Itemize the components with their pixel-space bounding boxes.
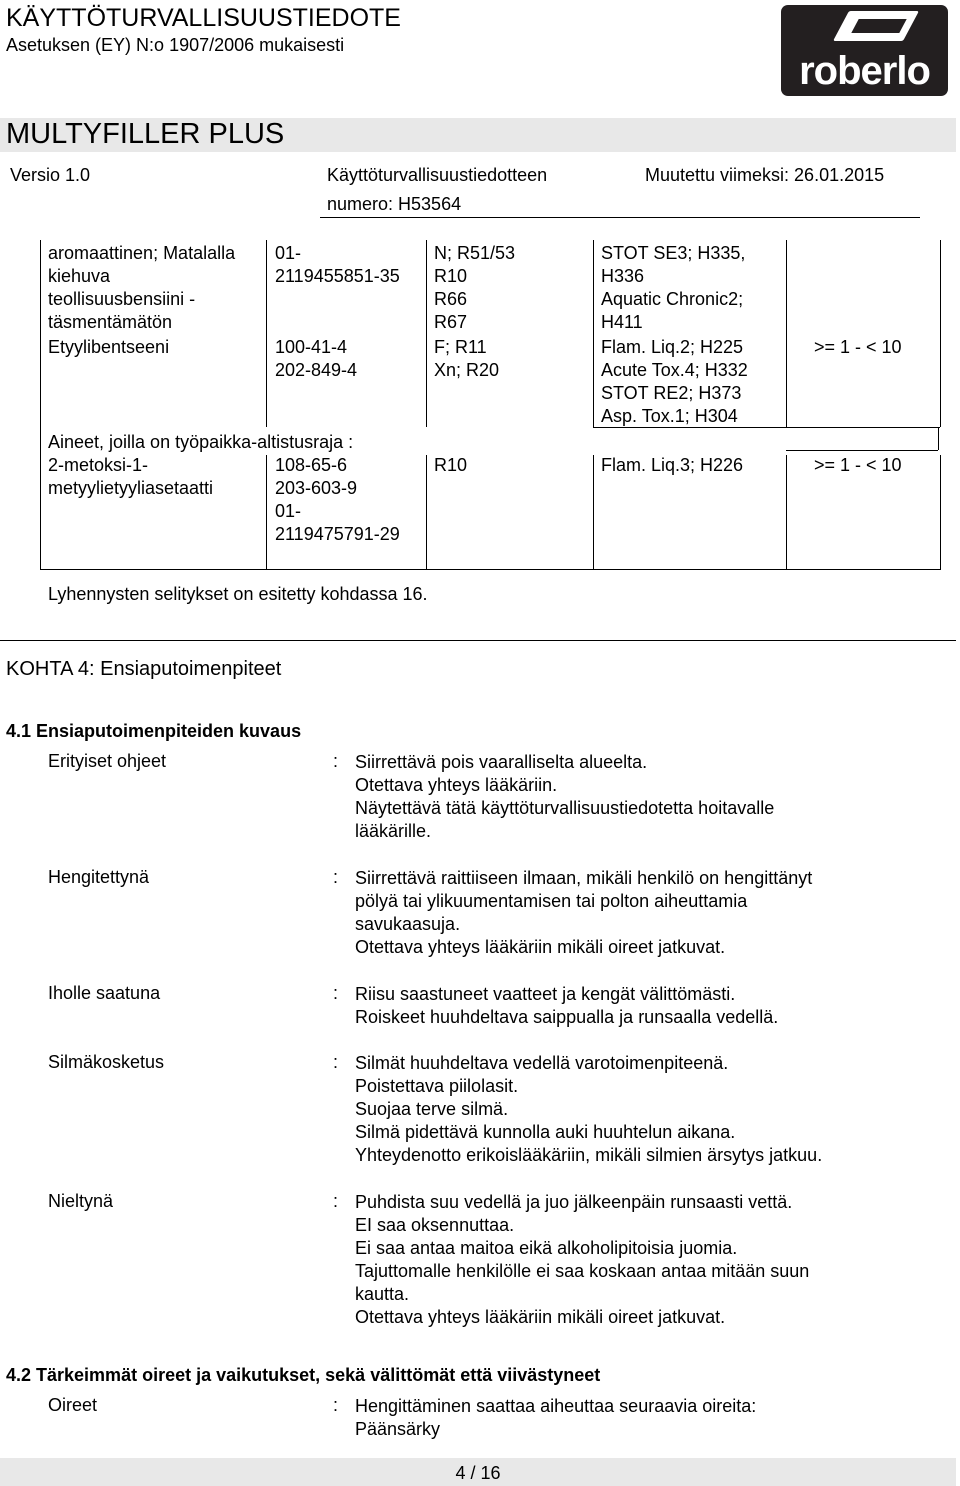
classification-clp: Flam. Liq.2; H225 Acute Tox.4; H332 STOT RE2; H373 Asp. Tox.1; H304 xyxy=(601,337,748,426)
concentration: >= 1 - < 10 xyxy=(814,337,902,357)
classification-clp: STOT SE3; H335, H336 Aquatic Chronic2; H411 xyxy=(601,243,746,332)
classification-clp: Flam. Liq.3; H226 xyxy=(601,455,744,475)
subsection-4-1: 4.1 Ensiaputoimenpiteiden kuvaus xyxy=(6,721,302,741)
page-number: 4 / 16 xyxy=(455,1463,501,1483)
sds-number-line1: Käyttöturvallisuustiedotteen xyxy=(327,165,548,185)
substance-name: 2-metoksi-1- metyylietyyliasetaatti xyxy=(48,455,214,498)
substance-numbers: 01- 2119455851-35 xyxy=(275,243,400,286)
footer-bar xyxy=(0,1458,956,1486)
subsection-4-2: 4.2 Tärkeimmät oireet ja vaikutukset, sekä välittömät että viivästyneet xyxy=(6,1365,601,1385)
substance-name: Etyylibentseeni xyxy=(48,337,170,357)
item-label: Erityiset ohjeet xyxy=(48,751,167,771)
substance-numbers: 100-41-4 202-849-4 xyxy=(275,337,358,380)
item-text: Puhdista suu vedellä ja juo jälkeenpäin runsaasti vettä. EI saa oksennuttaa. Ei saa antaa maitoa eikä alkoholipitoisia juomia. Tajuttomalle henkilölle ei saa koskaan antaa mitään suun kautta. Otettava yhteys lääkäriin mikäli oireet jatkuvat. xyxy=(355,1192,810,1327)
item-label: Iholle saatuna xyxy=(48,983,161,1003)
version: Versio 1.0 xyxy=(10,165,91,185)
item-text: Siirrettävä pois vaaralliselta alueelta. Otettava yhteys lääkäriin. Näytettävä tätä käyttöturvallisuustiedotetta hoitavalle lääkärille. xyxy=(355,752,775,841)
classification-dsd: R10 xyxy=(434,455,468,475)
sds-number-line2: numero: H53564 xyxy=(327,194,462,214)
product-name: MULTYFILLER PLUS xyxy=(6,118,285,150)
revision-date: Muutettu viimeksi: 26.01.2015 xyxy=(645,165,885,185)
document-title: KÄYTTÖTURVALLISUUSTIEDOTE xyxy=(6,4,401,32)
item-text: Silmät huuhdeltava vedellä varotoimenpiteenä. Poistettava piilolasit. Suojaa terve silmä. Silmä pidettävä kunnolla auki huuhtelun aikana. Yhteydenotto erikoislääkäriin, mikäli silmien ärsytys jatkuu. xyxy=(355,1053,823,1165)
document-subtitle: Asetuksen (EY) N:o 1907/2006 mukaisesti xyxy=(6,35,345,55)
item-label: Hengitettynä xyxy=(48,867,150,887)
item-label: Nieltynä xyxy=(48,1191,114,1211)
item-text: Siirrettävä raittiiseen ilmaan, mikäli henkilö on hengittänyt pölyä tai ylikuumentamisen tai polton aiheuttamia savukaasuja. Otettava yhteys lääkäriin mikäli oireet jatkuvat. xyxy=(355,868,813,957)
header-rule xyxy=(320,217,920,218)
substance-name: aromaattinen; Matalalla kiehuva teollisuusbensiini - täsmentämätön xyxy=(48,243,236,332)
abbreviation-note: Lyhennysten selitykset on esitetty kohdassa 16. xyxy=(48,584,428,604)
product-name-bar xyxy=(0,118,956,152)
section-rule xyxy=(0,640,956,641)
item-text: Riisu saastuneet vaatteet ja kengät välittömästi. Roiskeet huuhdeltava saippualla ja runsaalla vedellä. xyxy=(355,984,779,1027)
item-label: Silmäkosketus xyxy=(48,1052,165,1072)
classification-dsd: N; R51/53 R10 R66 R67 xyxy=(434,243,516,332)
classification-dsd: F; R11 Xn; R20 xyxy=(434,337,500,380)
concentration: >= 1 - < 10 xyxy=(814,455,902,475)
item-label: Oireet xyxy=(48,1395,98,1415)
substance-numbers: 108-65-6 203-603-9 01- 2119475791-29 xyxy=(275,455,400,544)
section-4-heading: KOHTA 4: Ensiaputoimenpiteet xyxy=(6,658,282,680)
logo-text: roberlo xyxy=(799,49,930,93)
exposure-limit-heading: Aineet, joilla on työpaikka-altistusraja : xyxy=(48,432,354,452)
roberlo-logo xyxy=(781,5,948,96)
item-text: Hengittäminen saattaa aiheuttaa seuraavia oireita: Päänsärky xyxy=(355,1396,757,1439)
